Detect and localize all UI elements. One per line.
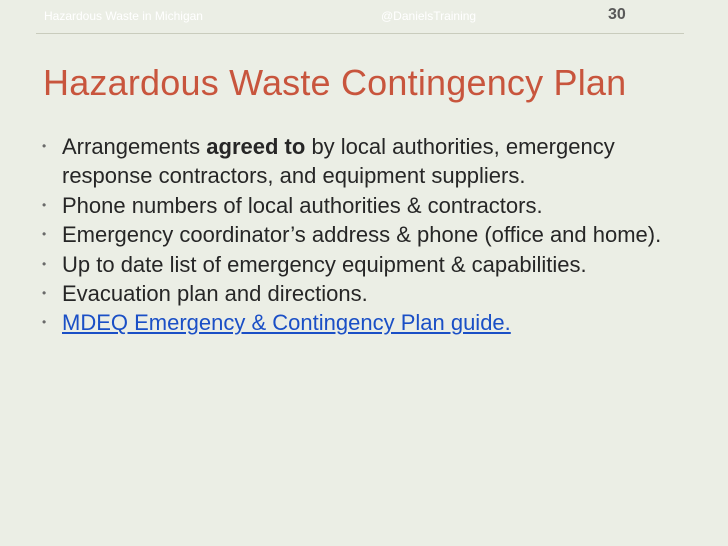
bullet-text: Emergency coordinator’s address & phone (office and home). [62, 222, 662, 248]
slide-number: 30 [608, 6, 626, 23]
header-left-text: Hazardous Waste in Michigan [44, 9, 203, 23]
bullet-item [40, 191, 690, 220]
bullet-list [40, 132, 690, 338]
header-divider [36, 33, 684, 34]
bullet-dot-icon: • [42, 256, 47, 271]
mdeq-guide-link[interactable]: MDEQ Emergency & Contingency Plan guide. [62, 310, 511, 336]
bullet-dot-icon: • [42, 197, 47, 212]
bullet-dot-icon: • [42, 315, 47, 330]
bullet-dot-icon: • [42, 286, 47, 301]
bullet-dot-icon: • [42, 139, 47, 153]
slide-header [0, 0, 728, 34]
bullet-text: Arrangements [62, 134, 207, 159]
bullet-item [40, 250, 690, 279]
bullet-item [40, 308, 690, 337]
bullet-text: by local authorities, emergency response contractors, and equipment suppliers. [62, 134, 615, 189]
bullet-item [40, 279, 690, 308]
bullet-dot-icon: • [42, 227, 47, 242]
bullet-text: Evacuation plan and directions. [62, 281, 368, 307]
header-center-text: @DanielsTraining [381, 9, 477, 23]
bullet-text-bold: agreed to [206, 134, 306, 159]
bullet-item [40, 132, 690, 191]
slide-title: Hazardous Waste Contingency Plan [43, 62, 627, 103]
bullet-text: Up to date list of emergency equipment & capabilities. [62, 251, 587, 277]
bullet-text: Phone numbers of local authorities & contractors. [62, 192, 543, 218]
bullet-item [40, 220, 690, 249]
